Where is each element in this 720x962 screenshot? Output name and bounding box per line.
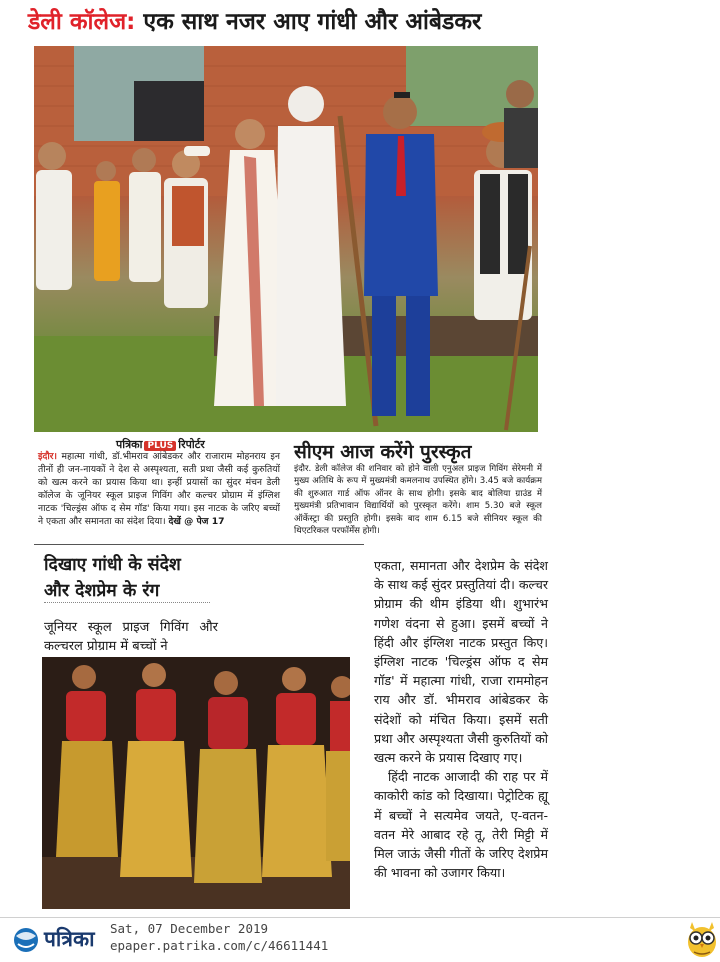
headline-title: एक साथ नजर आए गांधी और आंबेडकर: [143, 9, 482, 35]
headline-line-2: और देशप्रेम के रंग: [44, 581, 160, 601]
footer-divider: [0, 917, 720, 918]
edition-date: Sat, 07 December 2019: [110, 921, 269, 936]
patrika-brand-text: पत्रिका: [44, 927, 95, 951]
second-article-body: [374, 556, 548, 882]
second-article-headline: [44, 552, 216, 604]
top-article-body: [38, 450, 280, 528]
see-more-link[interactable]: देखें @ पेज 17: [168, 516, 225, 527]
cm-box-title: सीएम आज करेंगे पुरस्कृत: [294, 441, 472, 463]
top-photo-stage-performers: [34, 46, 538, 432]
cm-box-body: इंदौर. डेली कॉलेज की शनिवार को होने वाली एनुअल प्राइज गिविंग सेरेमनी में मुख्य अतिथि के रूप में मुख्यमंत्री कमलनाथ उपस्थित होंगे। 3.45 बजे कार्यक्रम की शुरुआत गार्ड ऑफ ऑनर के साथ होगी। इसके बाद बोलिया ग्राउंड में मुख्यमंत्री प्रतिभावान विद्यार्थियों को पुरस्कृत करेंगे। शाम 5.30 बजे स्कूल ऑर्केस्ट्रा की प्रस्तुति होगी। इसके बाद शाम 6.15 बजे सीनियर स्कूल की थिएटरिकल परफॉर्मेंस होगी।: [294, 464, 542, 537]
page-headline: [28, 2, 548, 42]
paragraph-1: एकता, समानता और देशप्रेम के संदेश के साथ कई सुंदर प्रस्तुतियां दी। कल्चर प्रोग्राम की थीम इंडिया थी। शुभारंभ गणेश वंदना से हुआ। इसमें बच्चों ने हिंदी और इंग्लिश नाटक प्रस्तुत किए। इंग्लिश नाटक 'चिल्ड्रंस ऑफ द सेम गॉड' में महात्मा गांधी, राजा राममोहन राय और डॉ. भीमराव आंबेडकर के संदेशों को मंचित किया। इसमें सती प्रथा और अस्पृश्यता जैसी कुरुतियों को खत्म करने के प्रयास दिखाए गए।: [374, 558, 548, 766]
epaper-url[interactable]: epaper.patrika.com/c/46611441: [110, 938, 329, 953]
paragraph-2: हिंदी नाटक आजादी की राह पर में काकोरी कांड को दिखाया। पेट्रोटिक ह्यू में बच्चों ने सत्यमेव जयते, ए-वतन-वतन मेरे आबाद रहे तू, तेरी मिट्टी में मिल जाऊं जैसी गीतों के जरिए देशप्रेम की भावना को उजागर किया।: [374, 769, 548, 881]
second-article-intro: जूनियर स्कूल प्राइज गिविंग और कल्चरल प्रोग्राम में बच्चों ने: [44, 620, 218, 654]
headline-prefix: डेली कॉलेज:: [28, 9, 136, 35]
byline-reporter: रिपोर्टर: [178, 438, 205, 451]
section-divider: [34, 544, 364, 545]
owl-icon[interactable]: [686, 918, 718, 958]
headline-underline: [44, 602, 210, 603]
byline-brand: पत्रिका: [116, 438, 143, 451]
headline-line-1: दिखाए गांधी के संदेश: [44, 555, 181, 575]
plus-badge: PLUS: [144, 441, 176, 451]
top-article-text: महात्मा गांधी, डॉ.भीमराव आंबेडकर और राजाराम मोहनराय इन तीनों ही जन-नायकों ने देश से अस्पृश्यता, सती प्रथा जैसी कई कुरुतियों को खत्म करने का प्रयास किया था। इन्हीं प्रयासों का सुंदर मंचन डेली कॉलेज के जूनियर स्कूल प्राइज गिविंग और कल्चर प्रोग्राम में इंग्लिश नाटक 'चिल्ड्रंस ऑफ द सेम गॉड' किया गया। इस नाटक के जरिए बच्चों ने एकता और समानता का संदेश दिया।: [38, 451, 281, 527]
dance-performance-photo: [42, 657, 350, 909]
globe-icon: [12, 922, 44, 956]
dateline: इंदौर।: [38, 451, 58, 462]
